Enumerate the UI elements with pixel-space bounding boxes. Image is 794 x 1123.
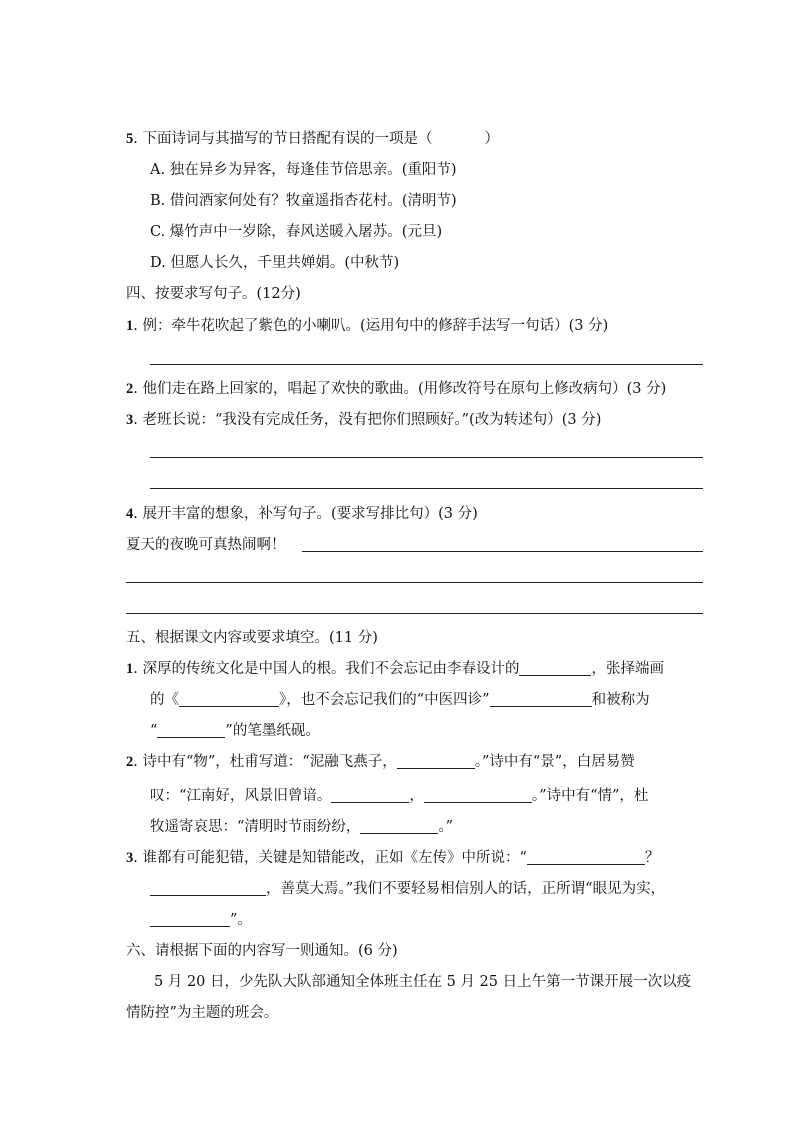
s5-q3-line3 <box>150 910 252 930</box>
s5-q2-text-g: 。” <box>438 819 454 835</box>
s5-q1-text-f: “ <box>150 723 158 739</box>
s5-q1-text-g: ”的笔墨纸砚。 <box>225 723 320 739</box>
s4-q4-text: . 展开丰富的想象，补写句子。(要求写排比句）(3 分) <box>133 506 478 522</box>
s5-q2-text-f: 牧遥寄哀思：“清明时节雨纷纷， <box>150 819 361 835</box>
s5-q2-line3 <box>150 817 453 837</box>
s5-q1-line1 <box>126 659 664 679</box>
s5-q1-number: 1 <box>126 661 134 677</box>
s5-q1-line2 <box>150 690 650 710</box>
q5-stem <box>126 129 499 149</box>
s4-q3-number: 3 <box>126 412 134 428</box>
s5-q1-text-c: 的《 <box>150 692 179 708</box>
s4-q4-answer-line-1[interactable] <box>302 551 703 552</box>
s5-q2-line2 <box>150 786 648 806</box>
s5-q1-blank-3[interactable] <box>490 690 592 707</box>
s5-q2-text-c: 叹：“江南好，风景旧曾谙。 <box>150 788 332 804</box>
q5-stem-text: . 下面诗词与其描写的节日搭配有误的一项是（ <box>133 131 433 147</box>
s4-q1-answer-line[interactable] <box>150 364 703 365</box>
s5-q1-line3 <box>150 721 320 741</box>
s5-q3-number: 3 <box>126 850 134 866</box>
section-6-title: 六、请根据下面的内容写一则通知。(6 分) <box>126 943 398 959</box>
s5-q3-blank-2[interactable] <box>150 879 266 896</box>
s5-q2-blank-1[interactable] <box>397 752 475 769</box>
s4-q4-answer-line-2[interactable] <box>126 582 703 583</box>
s4-q3-answer-line-1[interactable] <box>150 457 703 458</box>
q5-number: 5 <box>126 131 134 147</box>
s4-q3 <box>126 410 601 430</box>
q5-close-paren: ） <box>484 131 499 147</box>
s5-q2-text-d: ， <box>409 788 424 804</box>
q5-option-b: B. 借问酒家何处有？牧童遥指杏花村。(清明节) <box>150 193 457 209</box>
s5-q1-text-d: 》，也不会忘记我们的“中医四诊” <box>279 692 490 708</box>
s4-q4 <box>126 504 478 524</box>
s4-q4-lead: 夏天的夜晚可真热闹啊！ <box>126 537 286 553</box>
s5-q1-blank-1[interactable] <box>519 659 591 676</box>
section-4-title: 四、按要求写句子。(12分) <box>126 286 301 302</box>
s5-q1-text-a: . 深厚的传统文化是中国人的根。我们不会忘记由李春设计的 <box>133 661 520 677</box>
s4-q2-number: 2 <box>126 381 134 397</box>
s4-q4-number: 4 <box>126 506 134 522</box>
s6-paragraph-line1: 5 月 20 日，少先队大队部通知全体班主任在 5 月 25 日上午第一节课开展一次以疫 <box>154 974 692 990</box>
s5-q1-text-e: 和被称为 <box>591 692 650 708</box>
s4-q1-number: 1 <box>126 318 134 334</box>
s5-q3-blank-3[interactable] <box>150 910 230 927</box>
s5-q3-line1 <box>126 848 659 868</box>
s5-q2-text-e: 。”诗中有“情”，杜 <box>531 788 649 804</box>
section-5-title: 五、根据课文内容或要求填空。(11 分) <box>126 630 378 646</box>
q5-option-c: C. 爆竹声中一岁除，春风送暖入屠苏。(元旦) <box>150 224 443 240</box>
s5-q3-text-c: ，善莫大焉。”我们不要轻易相信别人的话，正所谓“眼见为实， <box>266 881 666 897</box>
s5-q2-blank-3[interactable] <box>424 786 532 803</box>
s4-q1-text: . 例：牵牛花吹起了紫色的小喇叭。(运用句中的修辞手法写一句话）(3 分) <box>133 318 609 334</box>
s4-q3-answer-line-2[interactable] <box>150 488 703 489</box>
s6-paragraph-line2: 情防控”为主题的班会。 <box>126 1005 279 1021</box>
s5-q3-text-a: . 谁都有可能犯错，关键是知错能改，正如《左传》中所说：“ <box>133 850 527 866</box>
s4-q4-answer-line-3[interactable] <box>126 613 703 614</box>
s4-q3-text: . 老班长说：“我没有完成任务，没有把你们照顾好。”(改为转述句）(3 分) <box>133 412 602 428</box>
s5-q3-text-d: ”。 <box>230 912 252 928</box>
s5-q1-text-b: ，张择端画 <box>591 661 664 677</box>
s5-q3-blank-1[interactable] <box>527 848 645 865</box>
s4-q2 <box>126 379 666 399</box>
s5-q3-line2 <box>150 879 665 899</box>
s5-q1-blank-2[interactable] <box>179 690 279 707</box>
s5-q2-blank-2[interactable] <box>331 786 409 803</box>
s5-q2-number: 2 <box>126 754 134 770</box>
q5-option-d: D. 但愿人长久，千里共婵娟。(中秋节) <box>150 255 400 271</box>
s4-q1 <box>126 316 608 336</box>
s5-q2-blank-4[interactable] <box>360 817 438 834</box>
s5-q1-blank-4[interactable] <box>157 721 225 738</box>
s5-q3-text-b: ？ <box>644 850 660 866</box>
q5-option-a: A. 独在异乡为异客，每逢佳节倍思亲。(重阳节) <box>150 162 457 178</box>
s4-q2-text: . 他们走在路上回家的，唱起了欢快的歌曲。(用修改符号在原句上修改病句）(3 分) <box>133 381 667 397</box>
s5-q2-text-a: . 诗中有“物”，杜甫写道：“泥融飞燕子， <box>133 754 397 770</box>
s5-q2-line1 <box>126 752 635 772</box>
s5-q2-text-b: 。”诗中有“景”，白居易赞 <box>474 754 635 770</box>
